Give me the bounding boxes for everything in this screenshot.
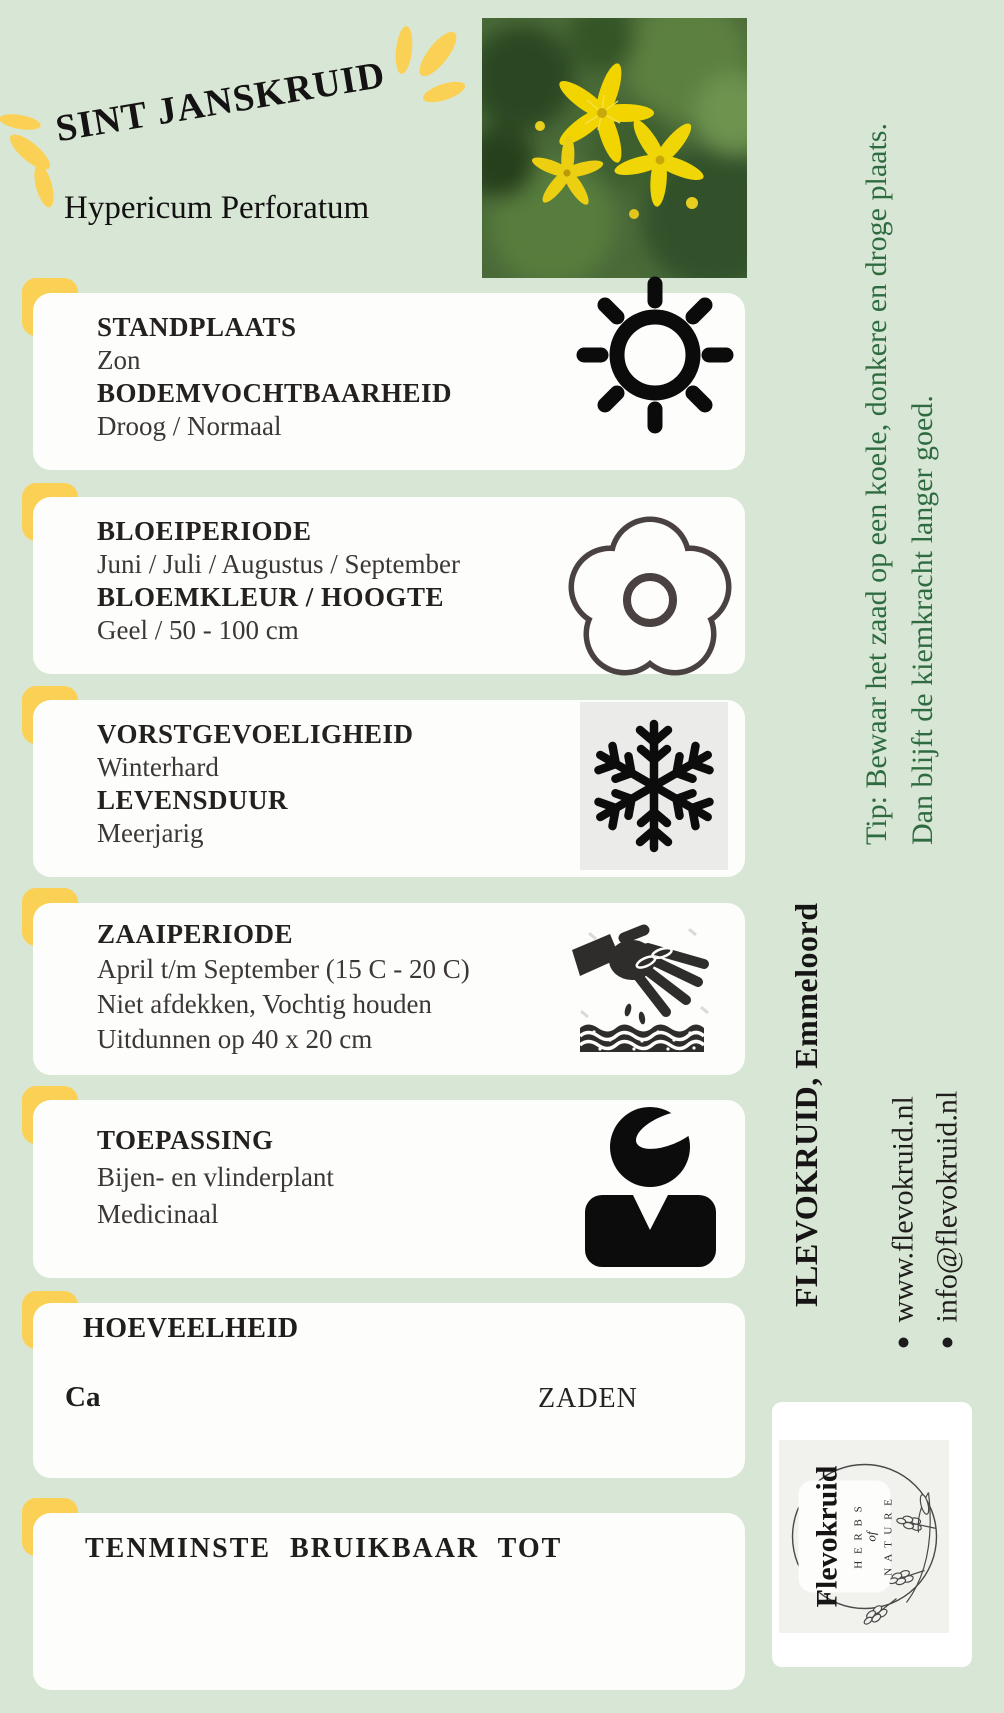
card-label: HOEVEELHEID	[83, 1313, 299, 1344]
bullet-icon	[899, 1338, 909, 1348]
website-url: www.flevokruid.nl	[886, 1096, 920, 1323]
logo-sub-mid: of	[863, 1531, 879, 1542]
card-value: Bijen- en vlinderplant	[97, 1162, 334, 1192]
sun-icon	[575, 275, 735, 435]
unit-label: ZADEN	[538, 1383, 638, 1414]
card-value: Meerjarig	[97, 818, 204, 848]
sowing-hand-icon	[572, 918, 712, 1056]
card-value: Zon	[97, 345, 141, 375]
storage-tip	[854, 35, 946, 845]
card-value: Juni / Juli / Augustus / September	[97, 549, 461, 579]
tip-line: Tip: Bewaar het zaad op een koele, donkere en droge plaats.	[860, 123, 893, 845]
card-label: BLOEIPERIODE	[97, 516, 312, 546]
website-link	[882, 893, 926, 1348]
flower-icon	[565, 515, 735, 685]
card-value: Niet afdekken, Vochtig houden	[97, 989, 432, 1019]
amount-prefix: Ca	[65, 1381, 101, 1413]
logo-brand: Flevokruid	[810, 1465, 844, 1608]
email-link	[926, 893, 970, 1348]
card-value: Medicinaal	[97, 1199, 219, 1229]
bullet-icon	[943, 1338, 953, 1348]
page-title: SINT JANSKRUID	[52, 53, 389, 151]
card-label: BLOEMKLEUR / HOOGTE	[97, 582, 445, 612]
card-label: VORSTGEVOELIGHEID	[97, 719, 414, 749]
card-value: Winterhard	[97, 752, 219, 782]
email-address: info@flevokruid.nl	[930, 1090, 964, 1323]
latin-name: Hypericum Perforatum	[64, 190, 370, 226]
card-label: STANDPLAATS	[97, 312, 297, 342]
company-name: FLEVOKRUID, Emmeloord	[788, 902, 824, 1307]
person-icon	[583, 1103, 718, 1268]
info-card-tht	[33, 1513, 745, 1690]
logo-sub-bottom: N A T U R E	[882, 1497, 895, 1576]
card-label: TENMINSTE BRUIKBAAR TOT	[85, 1533, 563, 1564]
card-value: Geel / 50 - 100 cm	[97, 615, 299, 645]
card-label: ZAAIPERIODE	[97, 919, 294, 949]
card-label: BODEMVOCHTBAARHEID	[97, 378, 452, 408]
info-card-hoeveelheid	[33, 1303, 745, 1478]
flevokruid-logo	[779, 1440, 949, 1633]
card-value: Uitdunnen op 40 x 20 cm	[97, 1024, 373, 1054]
flower-photo	[482, 18, 747, 278]
card-label: TOEPASSING	[97, 1125, 274, 1155]
card-value: April t/m September (15 C - 20 C)	[97, 954, 470, 984]
contact-links	[882, 893, 970, 1348]
sparkle-icon	[382, 14, 472, 114]
logo-sub-top: H E R B S	[852, 1504, 865, 1569]
card-value: Droog / Normaal	[97, 411, 282, 441]
tip-line: Dan blijft de kiemkracht langer goed.	[906, 395, 939, 845]
card-label: LEVENSDUUR	[97, 785, 289, 815]
snowflake-icon	[580, 702, 728, 870]
